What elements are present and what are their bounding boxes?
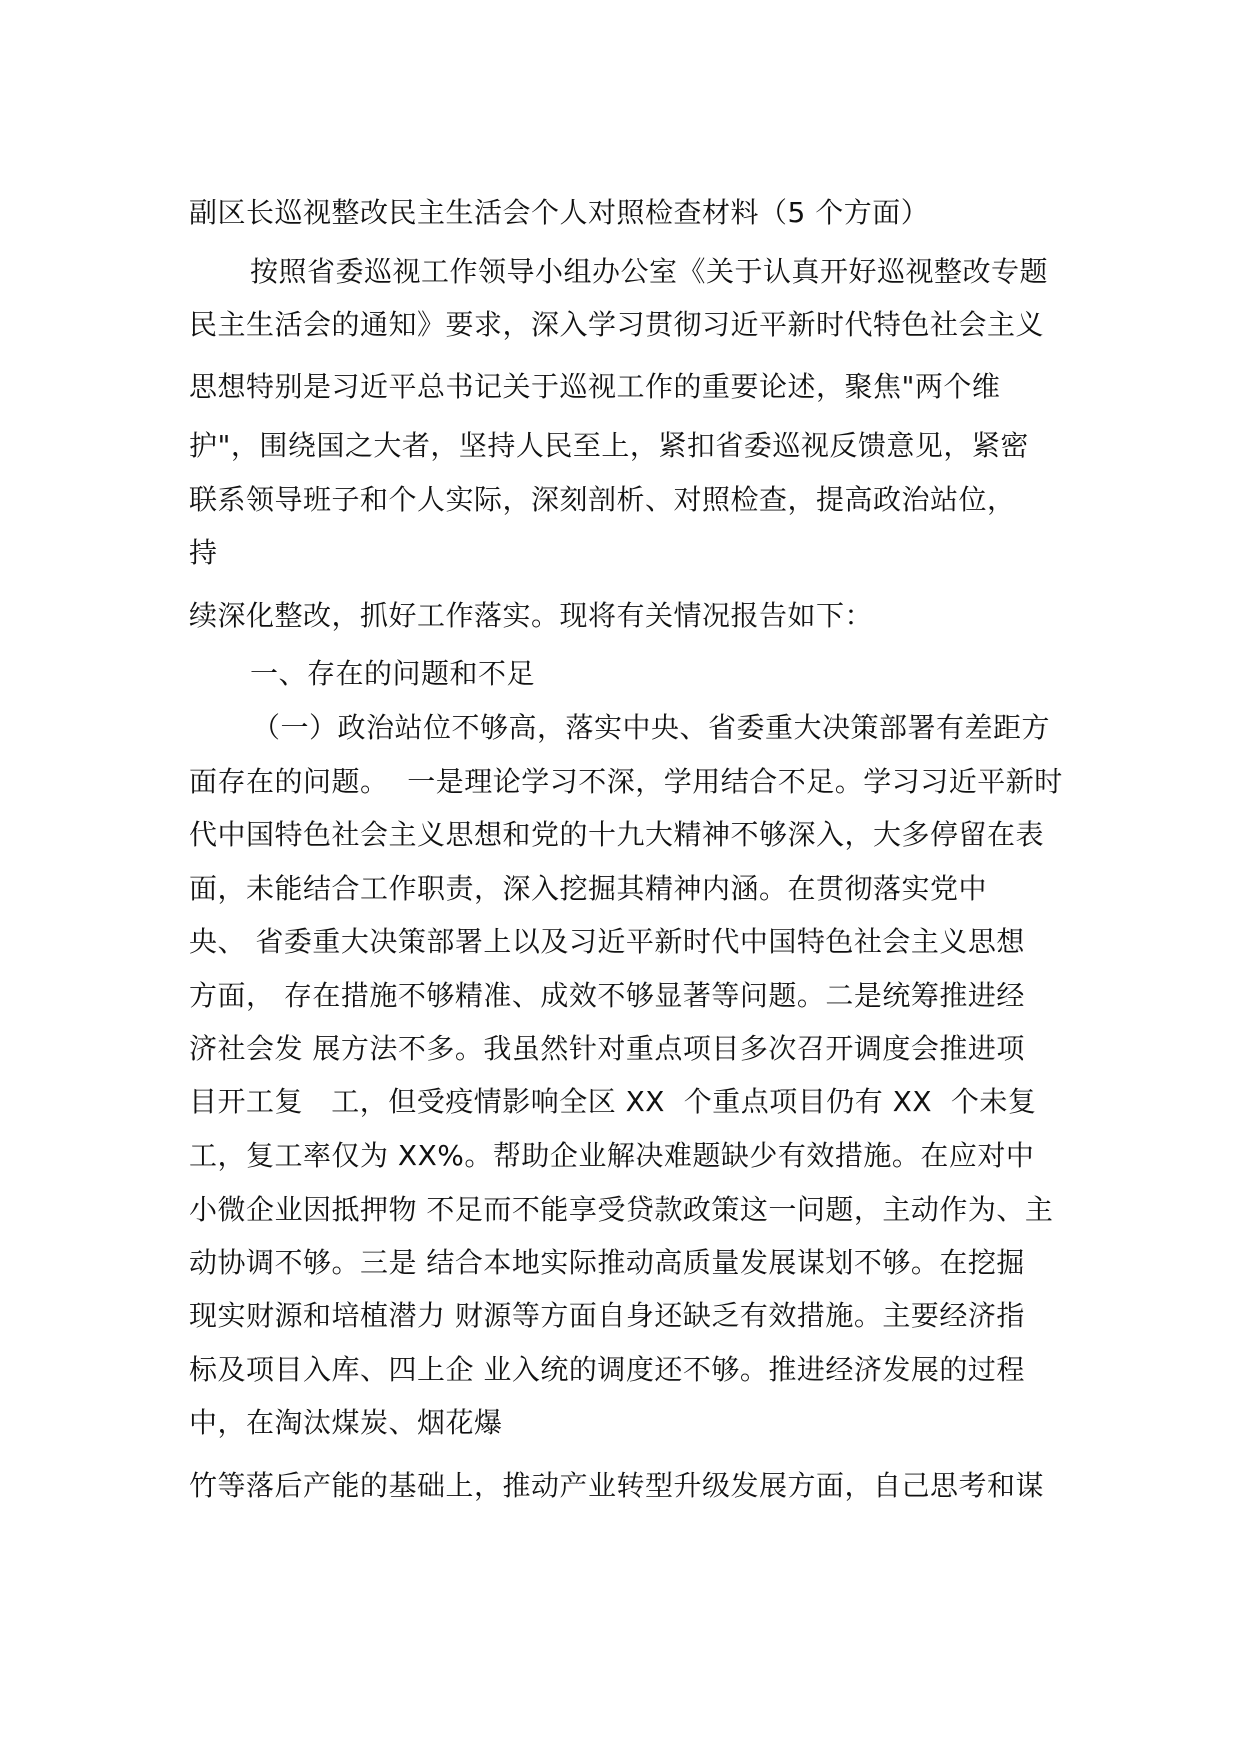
paragraph-line: 民主生活会的通知》要求，深入学习贯彻习近平新时代特色社会主义: [189, 308, 1045, 341]
paragraph-line: 面，未能结合工作职责，深入挖掘其精神内涵。在贯彻落实党中: [189, 872, 988, 905]
paragraph-line: 中，在淘汰煤炭、烟花爆: [189, 1406, 503, 1439]
paragraph-line: 竹等落后产能的基础上，推动产业转型升级发展方面，自己思考和谋: [189, 1469, 1045, 1502]
paragraph-line: 护"，围绕国之大者，坚持人民至上，紧扣省委巡视反馈意见，紧密: [189, 429, 1029, 462]
paragraph-line: 央、 省委重大决策部署上以及习近平新时代中国特色社会主义思想: [189, 925, 1025, 958]
paragraph-line: 小微企业因抵押物 不足而不能享受贷款政策这一问题，主动作为、主: [189, 1193, 1054, 1226]
paragraph-line: 目开工复 工，但受疫情影响全区 XX 个重点项目仍有 XX 个未复: [189, 1085, 1037, 1118]
paragraph-line: 联系领导班子和个人实际，深刻剖析、对照检查，提高政治站位，: [189, 483, 1016, 516]
document-title: 副区长巡视整改民主生活会个人对照检查材料（5 个方面）: [189, 196, 930, 229]
paragraph-line: 持: [189, 536, 218, 569]
subsection-heading: （一）政治站位不够高，落实中央、省委重大决策部署有差距方: [252, 711, 1051, 744]
paragraph-line: 面存在的问题。 一是理论学习不深，学用结合不足。学习习近平新时: [189, 765, 1063, 798]
section-heading: 一、存在的问题和不足: [250, 657, 536, 690]
paragraph-line: 续深化整改，抓好工作落实。现将有关情况报告如下：: [189, 599, 874, 632]
paragraph-line: 思想特别是习近平总书记关于巡视工作的重要论述，聚焦"两个维: [189, 370, 1001, 403]
paragraph-line: 现实财源和培植潜力 财源等方面自身还缺乏有效措施。主要经济指: [189, 1299, 1025, 1332]
paragraph-line: 代中国特色社会主义思想和党的十九大精神不够深入，大多停留在表: [189, 818, 1045, 851]
paragraph-line: 按照省委巡视工作领导小组办公室《关于认真开好巡视整改专题: [250, 255, 1049, 288]
paragraph-line: 济社会发 展方法不多。我虽然针对重点项目多次召开调度会推进项: [189, 1032, 1025, 1065]
paragraph-line: 方面， 存在措施不够精准、成效不够显著等问题。二是统筹推进经: [189, 979, 1025, 1012]
paragraph-line: 动协调不够。三是 结合本地实际推动高质量发展谋划不够。在挖掘: [189, 1246, 1025, 1279]
paragraph-line: 标及项目入库、四上企 业入统的调度还不够。推进经济发展的过程: [189, 1353, 1025, 1386]
paragraph-line: 工，复工率仅为 XX%。帮助企业解决难题缺少有效措施。在应对中: [189, 1139, 1035, 1172]
